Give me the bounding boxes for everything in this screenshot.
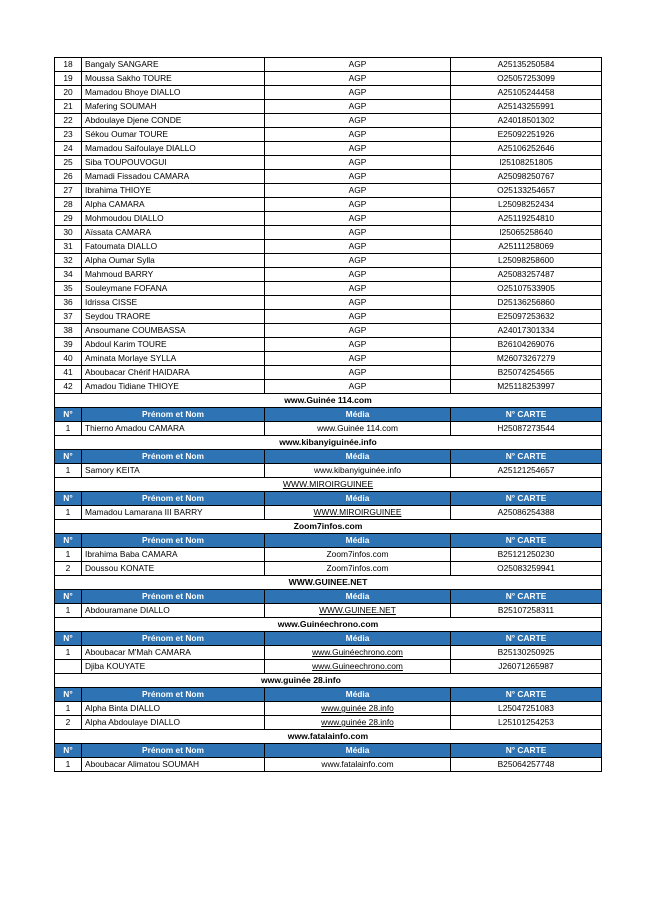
- table-row: [55, 100, 602, 114]
- table-row: [55, 548, 602, 562]
- media-name: AGP: [265, 184, 451, 198]
- card-number: B25064257748: [451, 758, 602, 772]
- table-row: [55, 268, 602, 282]
- header-card: N° CARTE: [451, 408, 602, 422]
- person-name: Abdoulaye Djene CONDE: [82, 114, 265, 128]
- section-title-text: WWW.MIROIRGUINEE: [282, 479, 374, 489]
- header-card: N° CARTE: [451, 688, 602, 702]
- header-card: N° CARTE: [451, 534, 602, 548]
- media-name: AGP: [265, 380, 451, 394]
- section-title-row: [55, 478, 602, 492]
- row-number: 1: [55, 702, 82, 716]
- table-row: [55, 702, 602, 716]
- header-name: Prénom et Nom: [82, 688, 265, 702]
- card-number: O25133254657: [451, 184, 602, 198]
- column-header-row: [55, 632, 602, 646]
- media-name: AGP: [265, 296, 451, 310]
- card-number: E25097253632: [451, 310, 602, 324]
- person-name: Doussou KONATE: [82, 562, 265, 576]
- card-number: B25130250925: [451, 646, 602, 660]
- person-name: Mohmoudou DIALLO: [82, 212, 265, 226]
- person-name: Moussa Sakho TOURE: [82, 72, 265, 86]
- row-number: 40: [55, 352, 82, 366]
- card-number: D25136256860: [451, 296, 602, 310]
- row-number: 1: [55, 506, 82, 520]
- card-number: A25106252646: [451, 142, 602, 156]
- media-name[interactable]: www.Guineechrono.com: [265, 660, 451, 674]
- section-title: [55, 478, 602, 492]
- table-row: [55, 184, 602, 198]
- media-name: AGP: [265, 338, 451, 352]
- header-name: Prénom et Nom: [82, 632, 265, 646]
- card-number: O25107533905: [451, 282, 602, 296]
- table-row: [55, 114, 602, 128]
- media-name: AGP: [265, 198, 451, 212]
- header-card: N° CARTE: [451, 450, 602, 464]
- person-name: Alpha Abdoulaye DIALLO: [82, 716, 265, 730]
- header-card: N° CARTE: [451, 744, 602, 758]
- card-number: H25087273544: [451, 422, 602, 436]
- media-name: AGP: [265, 282, 451, 296]
- section-title-row: [55, 674, 602, 688]
- section-title-text: www.Guinée 114.com: [284, 395, 372, 405]
- card-number: B25074254565: [451, 366, 602, 380]
- header-media: Média: [265, 492, 451, 506]
- person-name: Fatoumata DIALLO: [82, 240, 265, 254]
- header-name: Prénom et Nom: [82, 744, 265, 758]
- person-name: Aboubacar Chérif HAIDARA: [82, 366, 265, 380]
- media-name: www.Guinée 114.com: [265, 422, 451, 436]
- row-number: 18: [55, 58, 82, 72]
- row-number: 23: [55, 128, 82, 142]
- header-num: N°: [55, 492, 82, 506]
- card-number: I25108251805: [451, 156, 602, 170]
- media-name: AGP: [265, 58, 451, 72]
- row-number: 30: [55, 226, 82, 240]
- table-row: [55, 156, 602, 170]
- person-name: Djiba KOUYATE: [82, 660, 265, 674]
- media-name: AGP: [265, 310, 451, 324]
- card-number: A25083257487: [451, 268, 602, 282]
- card-number: A25098250767: [451, 170, 602, 184]
- table-row: [55, 296, 602, 310]
- media-name[interactable]: WWW.MIROIRGUINEE: [265, 506, 451, 520]
- media-name: AGP: [265, 128, 451, 142]
- row-number: 41: [55, 366, 82, 380]
- section-title-text: www.kibanyiguinée.info: [279, 437, 377, 447]
- row-number: [55, 660, 82, 674]
- table-row: [55, 716, 602, 730]
- table-row: [55, 226, 602, 240]
- card-number: A24018501302: [451, 114, 602, 128]
- card-number: L25101254253: [451, 716, 602, 730]
- card-number: E25092251926: [451, 128, 602, 142]
- section-title-row: [55, 436, 602, 450]
- person-name: Seydou TRAORE: [82, 310, 265, 324]
- person-name: Mahmoud BARRY: [82, 268, 265, 282]
- row-number: 22: [55, 114, 82, 128]
- header-media: Média: [265, 632, 451, 646]
- table-row: [55, 646, 602, 660]
- card-number: L25098258600: [451, 254, 602, 268]
- row-number: 1: [55, 548, 82, 562]
- header-card: N° CARTE: [451, 590, 602, 604]
- section-title: [55, 674, 602, 688]
- media-name: AGP: [265, 142, 451, 156]
- row-number: 21: [55, 100, 82, 114]
- header-name: Prénom et Nom: [82, 492, 265, 506]
- media-name: AGP: [265, 268, 451, 282]
- media-name[interactable]: www.guinée 28.info: [265, 716, 451, 730]
- table-row: [55, 366, 602, 380]
- row-number: 24: [55, 142, 82, 156]
- header-media: Média: [265, 590, 451, 604]
- row-number: 1: [55, 464, 82, 478]
- person-name: Amadou Tidiane THIOYE: [82, 380, 265, 394]
- header-media: Média: [265, 408, 451, 422]
- table-row: [55, 506, 602, 520]
- header-num: N°: [55, 688, 82, 702]
- table-row: [55, 86, 602, 100]
- section-title-row: [55, 394, 602, 408]
- card-number: M26073267279: [451, 352, 602, 366]
- header-num: N°: [55, 408, 82, 422]
- card-number: B26104269076: [451, 338, 602, 352]
- media-name: Zoom7infos.com: [265, 562, 451, 576]
- table-row: [55, 464, 602, 478]
- media-name: AGP: [265, 170, 451, 184]
- card-number: M25118253997: [451, 380, 602, 394]
- column-header-row: [55, 744, 602, 758]
- person-name: Aïssata CAMARA: [82, 226, 265, 240]
- card-number: J26071265987: [451, 660, 602, 674]
- card-number: I25065258640: [451, 226, 602, 240]
- row-number: 37: [55, 310, 82, 324]
- person-name: Alpha Oumar Sylla: [82, 254, 265, 268]
- person-name: Siba TOUPOUVOGUI: [82, 156, 265, 170]
- row-number: 38: [55, 324, 82, 338]
- section-title-row: [55, 618, 602, 632]
- person-name: Mamadou Saifoulaye DIALLO: [82, 142, 265, 156]
- row-number: 1: [55, 758, 82, 772]
- card-number: B25121250230: [451, 548, 602, 562]
- header-media: Média: [265, 450, 451, 464]
- person-name: Samory KEITA: [82, 464, 265, 478]
- row-number: 1: [55, 422, 82, 436]
- section-title-row: [55, 520, 602, 534]
- row-number: 1: [55, 646, 82, 660]
- card-number: L25098252434: [451, 198, 602, 212]
- card-number: O25057253099: [451, 72, 602, 86]
- row-number: 32: [55, 254, 82, 268]
- table-row: [55, 212, 602, 226]
- person-name: Ibrahima THIOYE: [82, 184, 265, 198]
- person-name: Souleymane FOFANA: [82, 282, 265, 296]
- header-card: N° CARTE: [451, 632, 602, 646]
- header-num: N°: [55, 450, 82, 464]
- header-card: N° CARTE: [451, 492, 602, 506]
- table-row: [55, 758, 602, 772]
- card-number: A25086254388: [451, 506, 602, 520]
- card-number: A25105244458: [451, 86, 602, 100]
- header-name: Prénom et Nom: [82, 534, 265, 548]
- media-name[interactable]: WWW.GUINEE.NET: [265, 604, 451, 618]
- column-header-row: [55, 492, 602, 506]
- table-row: [55, 240, 602, 254]
- section-title-text: www.Guinéechrono.com: [277, 619, 379, 629]
- table-row: [55, 128, 602, 142]
- person-name: Idrissa CISSE: [82, 296, 265, 310]
- column-header-row: [55, 590, 602, 604]
- section-title: [55, 618, 602, 632]
- person-name: Mamadou Bhoye DIALLO: [82, 86, 265, 100]
- table-row: [55, 562, 602, 576]
- card-number: A25111258069: [451, 240, 602, 254]
- media-name: AGP: [265, 366, 451, 380]
- row-number: 39: [55, 338, 82, 352]
- table-row: [55, 142, 602, 156]
- table-row: [55, 170, 602, 184]
- media-name: AGP: [265, 100, 451, 114]
- media-name: AGP: [265, 72, 451, 86]
- media-name: AGP: [265, 156, 451, 170]
- section-title-text: Zoom7infos.com: [293, 521, 363, 531]
- person-name: Thierno Amadou CAMARA: [82, 422, 265, 436]
- section-title-text: WWW.GUINEE.NET: [288, 577, 368, 587]
- card-number: B25107258311: [451, 604, 602, 618]
- header-name: Prénom et Nom: [82, 450, 265, 464]
- card-number: A25143255991: [451, 100, 602, 114]
- header-num: N°: [55, 590, 82, 604]
- row-number: 29: [55, 212, 82, 226]
- person-name: Abdouramane DIALLO: [82, 604, 265, 618]
- person-name: Aboubacar M'Mah CAMARA: [82, 646, 265, 660]
- card-number: O25083259941: [451, 562, 602, 576]
- header-num: N°: [55, 744, 82, 758]
- table-row: [55, 254, 602, 268]
- person-name: Abdoul Karim TOURE: [82, 338, 265, 352]
- row-number: 34: [55, 268, 82, 282]
- section-title-row: [55, 730, 602, 744]
- document-page: [54, 57, 601, 772]
- person-name: Alpha Binta DIALLO: [82, 702, 265, 716]
- person-name: Ansoumane COUMBASSA: [82, 324, 265, 338]
- section-title-row: [55, 576, 602, 590]
- person-name: Mamadou Lamarana III BARRY: [82, 506, 265, 520]
- section-title: [55, 730, 602, 744]
- column-header-row: [55, 534, 602, 548]
- media-name: AGP: [265, 254, 451, 268]
- media-name: www.kibanyiguinée.info: [265, 464, 451, 478]
- table-row: [55, 380, 602, 394]
- table-row: [55, 338, 602, 352]
- row-number: 19: [55, 72, 82, 86]
- row-number: 28: [55, 198, 82, 212]
- row-number: 1: [55, 604, 82, 618]
- person-name: Mamadi Fissadou CAMARA: [82, 170, 265, 184]
- person-name: Aboubacar Alimatou SOUMAH: [82, 758, 265, 772]
- row-number: 27: [55, 184, 82, 198]
- header-media: Média: [265, 688, 451, 702]
- row-number: 2: [55, 716, 82, 730]
- section-title: [55, 436, 602, 450]
- row-number: 36: [55, 296, 82, 310]
- section-title: [55, 394, 602, 408]
- header-name: Prénom et Nom: [82, 408, 265, 422]
- section-title-text: www.fatalainfo.com: [287, 731, 369, 741]
- card-number: A24017301334: [451, 324, 602, 338]
- media-name[interactable]: www.guinée 28.info: [265, 702, 451, 716]
- row-number: 31: [55, 240, 82, 254]
- row-number: 25: [55, 156, 82, 170]
- media-name[interactable]: www.Guinéechrono.com: [265, 646, 451, 660]
- section-title: [55, 520, 602, 534]
- media-name: AGP: [265, 86, 451, 100]
- media-name: AGP: [265, 352, 451, 366]
- person-name: Sékou Oumar TOURE: [82, 128, 265, 142]
- row-number: 42: [55, 380, 82, 394]
- header-media: Média: [265, 534, 451, 548]
- table-row: [55, 58, 602, 72]
- row-number: 20: [55, 86, 82, 100]
- media-name: AGP: [265, 212, 451, 226]
- column-header-row: [55, 408, 602, 422]
- card-number: A25119254810: [451, 212, 602, 226]
- media-name: AGP: [265, 240, 451, 254]
- section-title: [55, 576, 602, 590]
- table-row: [55, 310, 602, 324]
- card-number: A25121254657: [451, 464, 602, 478]
- table-row: [55, 604, 602, 618]
- table-row: [55, 72, 602, 86]
- media-name: AGP: [265, 114, 451, 128]
- table-row: [55, 660, 602, 674]
- card-number: A25135250584: [451, 58, 602, 72]
- row-number: 2: [55, 562, 82, 576]
- person-name: Ibrahima Baba CAMARA: [82, 548, 265, 562]
- header-name: Prénom et Nom: [82, 590, 265, 604]
- table-row: [55, 198, 602, 212]
- header-num: N°: [55, 632, 82, 646]
- card-number: L25047251083: [451, 702, 602, 716]
- person-name: Mafering SOUMAH: [82, 100, 265, 114]
- media-name: AGP: [265, 324, 451, 338]
- table-row: [55, 352, 602, 366]
- column-header-row: [55, 450, 602, 464]
- table-row: [55, 282, 602, 296]
- table-row: [55, 324, 602, 338]
- media-name: www.fatalainfo.com: [265, 758, 451, 772]
- media-name: AGP: [265, 226, 451, 240]
- accreditation-table: [54, 57, 602, 772]
- media-name: Zoom7infos.com: [265, 548, 451, 562]
- person-name: Aminata Morlaye SYLLA: [82, 352, 265, 366]
- section-title-text: www.guinée 28.info: [261, 675, 341, 685]
- column-header-row: [55, 688, 602, 702]
- person-name: Bangaly SANGARE: [82, 58, 265, 72]
- table-row: [55, 422, 602, 436]
- header-num: N°: [55, 534, 82, 548]
- header-media: Média: [265, 744, 451, 758]
- row-number: 35: [55, 282, 82, 296]
- person-name: Alpha CAMARA: [82, 198, 265, 212]
- table-body: [55, 58, 602, 772]
- row-number: 26: [55, 170, 82, 184]
